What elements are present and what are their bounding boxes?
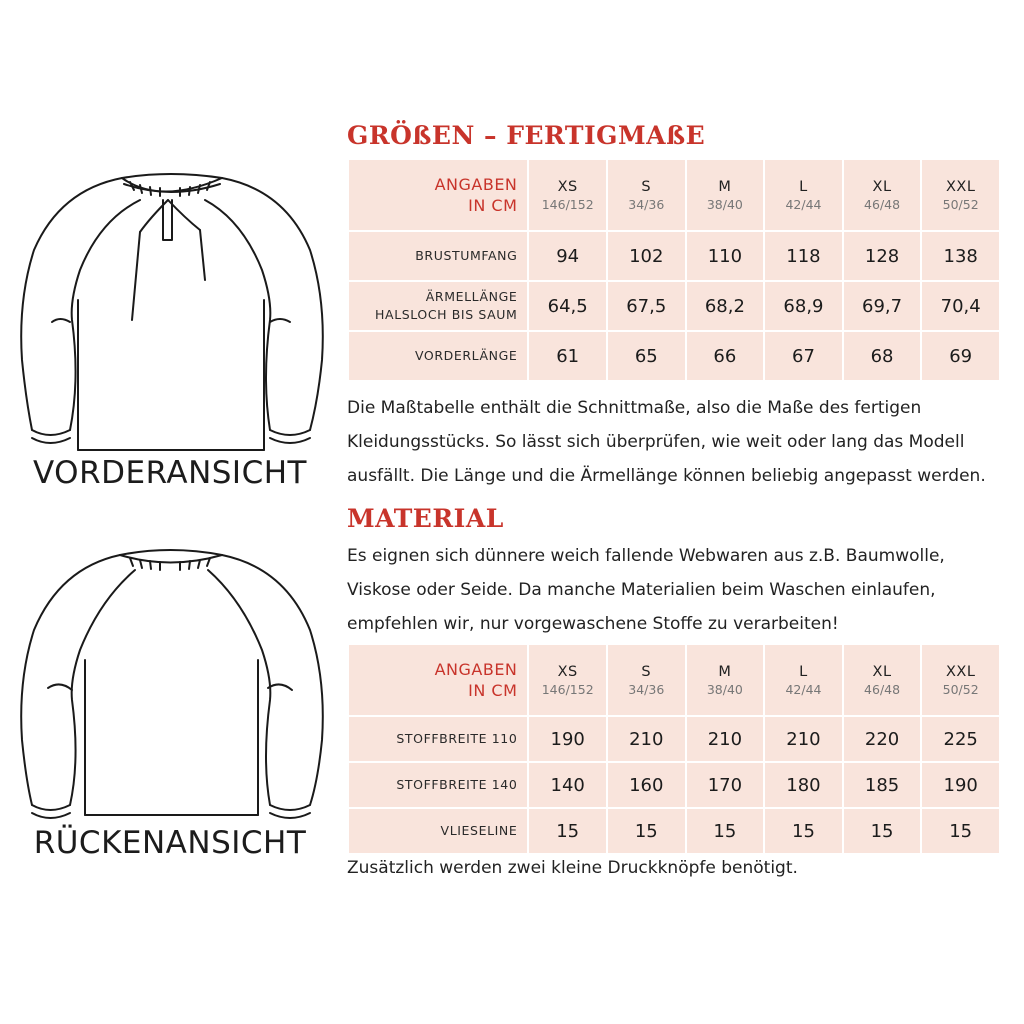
size-range: 50/52 — [942, 681, 979, 697]
table-cell: 15 — [608, 809, 685, 853]
row-label: STOFFBREITE 110 — [349, 717, 527, 761]
table-cell: 15 — [844, 809, 921, 853]
sizes-header-label-line1: ANGABEN — [434, 175, 518, 194]
table-cell: 170 — [687, 763, 764, 807]
size-range: 146/152 — [541, 196, 594, 212]
table-cell: 67,5 — [608, 282, 685, 330]
table-row — [349, 717, 999, 761]
size-range: 34/36 — [628, 681, 665, 697]
size-name: XS — [557, 663, 578, 680]
size-range: 38/40 — [706, 681, 743, 697]
size-header-l — [765, 645, 842, 715]
size-name: XL — [872, 663, 892, 680]
material-heading: MATERIAL — [347, 504, 504, 533]
table-cell: 210 — [608, 717, 685, 761]
table-cell: 68,9 — [765, 282, 842, 330]
sizes-header-label — [349, 160, 527, 230]
row-label: BRUSTUMFANG — [349, 232, 527, 280]
table-cell: 66 — [687, 332, 764, 380]
size-header-xs — [529, 160, 606, 230]
table-cell: 69,7 — [844, 282, 921, 330]
footnote-line: Zusätzlich werden zwei kleine Druckknöpfe benötigt. — [347, 858, 798, 878]
front-view-label: VORDERANSICHT — [33, 455, 307, 491]
table-cell: 185 — [844, 763, 921, 807]
table-cell: 94 — [529, 232, 606, 280]
table-cell: 190 — [922, 763, 999, 807]
row-label-line1: ÄRMELLÄNGE — [425, 289, 518, 304]
table-cell: 15 — [687, 809, 764, 853]
description-line: ausfällt. Die Länge und die Ärmellänge können beliebig angepasst werden. — [347, 466, 986, 486]
table-cell: 138 — [922, 232, 999, 280]
size-name: S — [641, 663, 652, 680]
table-cell: 68,2 — [687, 282, 764, 330]
table-cell: 140 — [529, 763, 606, 807]
size-range: 46/48 — [864, 681, 901, 697]
size-header-l — [765, 160, 842, 230]
size-header-s — [608, 160, 685, 230]
table-cell: 67 — [765, 332, 842, 380]
size-range: 34/36 — [628, 196, 665, 212]
size-name: M — [718, 663, 732, 680]
table-cell: 65 — [608, 332, 685, 380]
size-name: XXL — [945, 178, 976, 195]
material-header-label-line2: IN CM — [468, 681, 518, 700]
row-label-line2: HALSLOCH BIS SAUM — [375, 307, 518, 322]
size-range: 46/48 — [864, 196, 901, 212]
material-header-row — [349, 645, 999, 715]
size-name: M — [718, 178, 732, 195]
row-label: STOFFBREITE 140 — [349, 763, 527, 807]
size-header-s — [608, 645, 685, 715]
table-cell: 210 — [687, 717, 764, 761]
material-header-label — [349, 645, 527, 715]
table-cell: 160 — [608, 763, 685, 807]
size-range: 38/40 — [706, 196, 743, 212]
sizes-table — [347, 158, 1001, 382]
size-header-m — [687, 645, 764, 715]
description-line: empfehlen wir, nur vorgewaschene Stoffe zu verarbeiten! — [347, 614, 839, 634]
table-cell: 180 — [765, 763, 842, 807]
material-footnote — [347, 851, 1017, 885]
material-header-label-line1: ANGABEN — [434, 660, 518, 679]
table-cell: 220 — [844, 717, 921, 761]
size-header-xl — [844, 645, 921, 715]
table-row — [349, 282, 999, 330]
back-view-drawing — [21, 550, 323, 818]
table-cell: 70,4 — [922, 282, 999, 330]
size-header-xs — [529, 645, 606, 715]
row-label — [349, 282, 527, 330]
table-cell: 210 — [765, 717, 842, 761]
size-header-xxl — [922, 645, 999, 715]
table-cell: 68 — [844, 332, 921, 380]
description-line: Kleidungsstücks. So lässt sich überprüfen, wie weit oder lang das Modell — [347, 432, 965, 452]
table-cell: 128 — [844, 232, 921, 280]
table-row — [349, 763, 999, 807]
table-row — [349, 809, 999, 853]
size-range: 42/44 — [785, 196, 822, 212]
table-cell: 15 — [529, 809, 606, 853]
sizes-header-row — [349, 160, 999, 230]
table-cell: 110 — [687, 232, 764, 280]
size-header-xl — [844, 160, 921, 230]
size-name: XL — [872, 178, 892, 195]
size-name: XXL — [945, 663, 976, 680]
table-cell: 64,5 — [529, 282, 606, 330]
size-name: L — [799, 178, 808, 195]
size-header-xxl — [922, 160, 999, 230]
sizes-heading: GRÖßEN – FERTIGMAßE — [347, 121, 706, 150]
size-name: S — [641, 178, 652, 195]
size-range: 50/52 — [942, 196, 979, 212]
material-description — [347, 539, 1017, 641]
description-line: Die Maßtabelle enthält die Schnittmaße, also die Maße des fertigen — [347, 398, 922, 418]
table-cell: 15 — [922, 809, 999, 853]
front-view-drawing — [21, 174, 323, 450]
table-cell: 225 — [922, 717, 999, 761]
table-cell: 15 — [765, 809, 842, 853]
table-cell: 61 — [529, 332, 606, 380]
size-header-m — [687, 160, 764, 230]
table-cell: 69 — [922, 332, 999, 380]
table-cell: 102 — [608, 232, 685, 280]
row-label: VLIESELINE — [349, 809, 527, 853]
table-row — [349, 332, 999, 380]
row-label: VORDERLÄNGE — [349, 332, 527, 380]
blouse-illustrations — [0, 0, 340, 1024]
back-view-label: RÜCKENANSICHT — [33, 825, 307, 861]
size-name: L — [799, 663, 808, 680]
description-line: Viskose oder Seide. Da manche Materialien beim Waschen einlaufen, — [347, 580, 936, 600]
table-cell: 118 — [765, 232, 842, 280]
sizes-description — [347, 391, 1017, 493]
sizes-header-label-line2: IN CM — [468, 196, 518, 215]
table-cell: 190 — [529, 717, 606, 761]
material-table — [347, 643, 1001, 855]
size-range: 146/152 — [541, 681, 594, 697]
description-line: Es eignen sich dünnere weich fallende Webwaren aus z.B. Baumwolle, — [347, 546, 945, 566]
size-range: 42/44 — [785, 681, 822, 697]
table-row — [349, 232, 999, 280]
size-name: XS — [557, 178, 578, 195]
